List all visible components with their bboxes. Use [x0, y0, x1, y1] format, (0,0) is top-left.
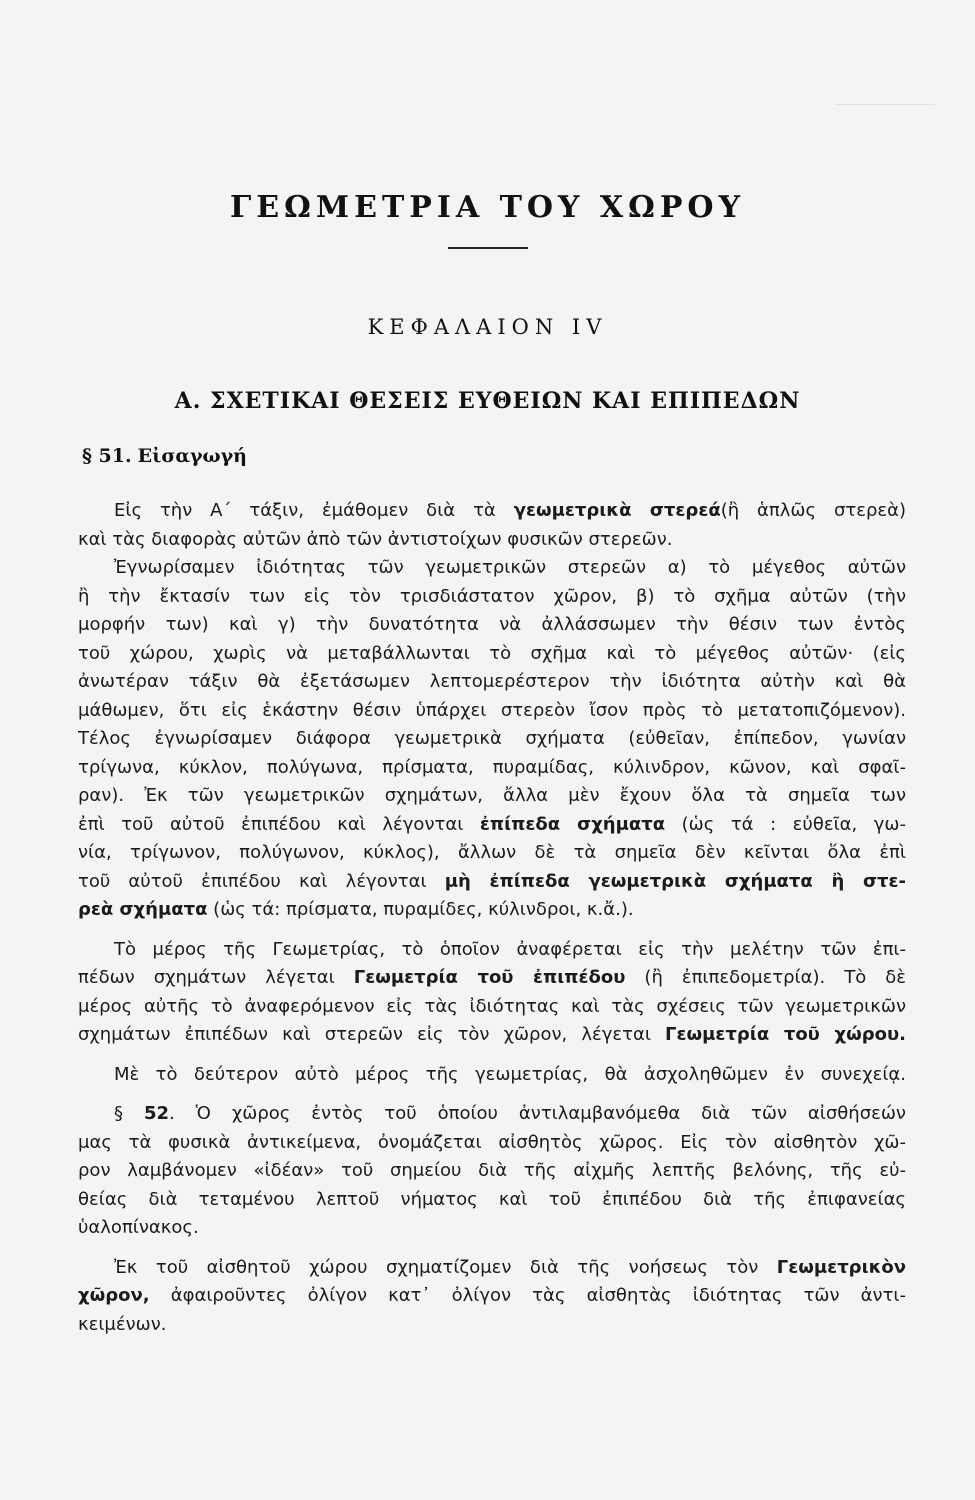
- text-line: § 52. Ὁ χῶρος ἐντὸς τοῦ ὁποίου ἀντιλαμβανόμεθα διὰ τῶν αἰσθήσεών: [114, 1103, 906, 1124]
- text-line: μας τὰ φυσικὰ ἀντικείμενα, ὀνομάζεται αἰσθητὸς χῶρος. Εἰς τὸν αἰσθητὸν χῶ-: [78, 1131, 906, 1153]
- text-line: νία, τρίγωνον, πολύγωνον, κύκλος), ἄλλων δὲ τὰ σημεῖα δὲν κεῖνται ὅλα ἐπὶ: [78, 842, 906, 863]
- text-line: κειμένων.: [78, 1313, 167, 1335]
- text-line: τρίγωνα, κύκλον, πολύγωνα, πρίσματα, πυραμίδας, κύλινδρον, κῶνον, καὶ σφαῖ-: [78, 756, 906, 778]
- page-title: ΓΕΩΜΕΤΡΙΑ ΤΟΥ ΧΩΡΟΥ: [230, 190, 745, 225]
- text-line: ραν). Ἐκ τῶν γεωμετρικῶν σχημάτων, ἄλλα μὲν ἔχουν ὅλα τὰ σημεῖα των: [78, 785, 906, 806]
- section-heading: Α. ΣΧΕΤΙΚΑΙ ΘΕΣΕΙΣ ΕΥΘΕΙΩΝ ΚΑΙ ΕΠΙΠΕΔΩΝ: [174, 388, 801, 414]
- text-line: μέρος αὐτῆς τὸ ἀναφερόμενον εἰς τὰς ἰδιότητας καὶ τὰς σχέσεις τῶν γεωμετρικῶν: [78, 995, 906, 1017]
- body-text: [78, 497, 906, 1339]
- text-line: Ἐγνωρίσαμεν ἰδιότητας τῶν γεωμετρικῶν στερεῶν α) τὸ μέγεθος αὐτῶν: [114, 557, 906, 578]
- text-line: μορφήν των) καὶ γ) τὴν δυνατότητα νὰ ἀλλάσσωμεν τὴν θέσιν των ἐντὸς: [78, 614, 906, 635]
- text-line: ὑαλοπίνακος.: [78, 1217, 199, 1238]
- title-divider: [448, 247, 528, 249]
- text-line: χῶρον, ἀφαιροῦντες ὀλίγον κατ᾽ ὀλίγον τὰς αἰσθητὰς ἰδιότητας τῶν ἀντι-: [78, 1285, 906, 1306]
- text-line: ἀνωτέραν τάξιν θὰ ἐξετάσωμεν λεπτομερέστερον τὴν ἰδιότητα αὐτὴν καὶ θὰ: [78, 671, 906, 692]
- text-line: πέδων σχημάτων λέγεται Γεωμετρία τοῦ ἐπιπέδου (ἢ ἐπιπεδομετρία). Τὸ δὲ: [78, 967, 907, 988]
- text-line: Ἐκ τοῦ αἰσθητοῦ χώρου σχηματίζομεν διὰ τῆς νοήσεως τὸν Γεωμετρικὸν: [114, 1256, 906, 1278]
- text-line: ἐπὶ τοῦ αὐτοῦ ἐπιπέδου καὶ λέγονται ἐπίπεδα σχήματα (ὡς τά : εὐθεῖα, γω-: [78, 813, 907, 835]
- show-through: [835, 86, 935, 105]
- text-line: Τὸ μέρος τῆς Γεωμετρίας, τὸ ὁποῖον ἀναφέρεται εἰς τὴν μελέτην τῶν ἐπι-: [114, 938, 906, 960]
- text-line: σχημάτων ἐπιπέδων καὶ στερεῶν εἰς τὸν χῶρον, λέγεται Γεωμετρία τοῦ χώρου.: [78, 1024, 906, 1045]
- text-line: Μὲ τὸ δεύτερον αὐτὸ μέρος τῆς γεωμετρίας, θὰ ἀσχοληθῶμεν ἐν συνεχείᾳ.: [114, 1063, 906, 1085]
- text-line: Τέλος ἐγνωρίσαμεν διάφορα γεωμετρικὰ σχήματα (εὐθεῖαν, ἐπίπεδον, γωνίαν: [78, 728, 906, 749]
- text-line: θείας διὰ τεταμένου λεπτοῦ νήματος καὶ τοῦ ἐπιπέδου διὰ τῆς ἐπιφανείας: [78, 1188, 906, 1210]
- text-line: τοῦ χώρου, χωρὶς νὰ μεταβάλλωνται τὸ σχῆμα καὶ τὸ μέγεθος αὐτῶν· (εἰς: [78, 642, 906, 664]
- text-line: μάθωμεν, ὅτι εἰς ἑκάστην θέσιν ὑπάρχει στερεὸν ἴσον πρὸς τὸ μετατοπιζόμενον).: [78, 699, 906, 721]
- paragraph-number: § 51.: [82, 445, 132, 467]
- text-line: ἢ τὴν ἔκτασίν των εἰς τὸν τρισδιάστατον χῶρον, β) τὸ σχῆμα αὐτῶν (τὴν: [78, 585, 906, 607]
- paragraph-title: Εἰσαγωγή: [137, 445, 247, 467]
- text-line: ρον λαμβάνομεν «ἰδέαν» τοῦ σημείου διὰ τῆς αἰχμῆς λεπτῆς βελόνης, τῆς εὐ-: [78, 1160, 906, 1181]
- text-line: τοῦ αὐτοῦ ἐπιπέδου καὶ λέγονται μὴ ἐπίπεδα γεωμετρικὰ σχήματα ἢ στε-: [78, 870, 906, 892]
- text-line: Εἰς τὴν Α΄ τάξιν, ἐμάθομεν διὰ τὰ γεωμετρικὰ στερεά(ἢ ἁπλῶς στερεὰ): [114, 500, 906, 521]
- chapter-heading: ΚΕΦΑΛΑΙΟΝ IV: [367, 315, 608, 339]
- text-line: ρεὰ σχήματα (ὡς τά: πρίσματα, πυραμίδες, κύλινδροι, κ.ἄ.).: [78, 899, 634, 920]
- text-line: καὶ τὰς διαφορὰς αὐτῶν ἀπὸ τῶν ἀντιστοίχων φυσικῶν στερεῶν.: [78, 528, 673, 550]
- paragraph-heading: [82, 445, 247, 467]
